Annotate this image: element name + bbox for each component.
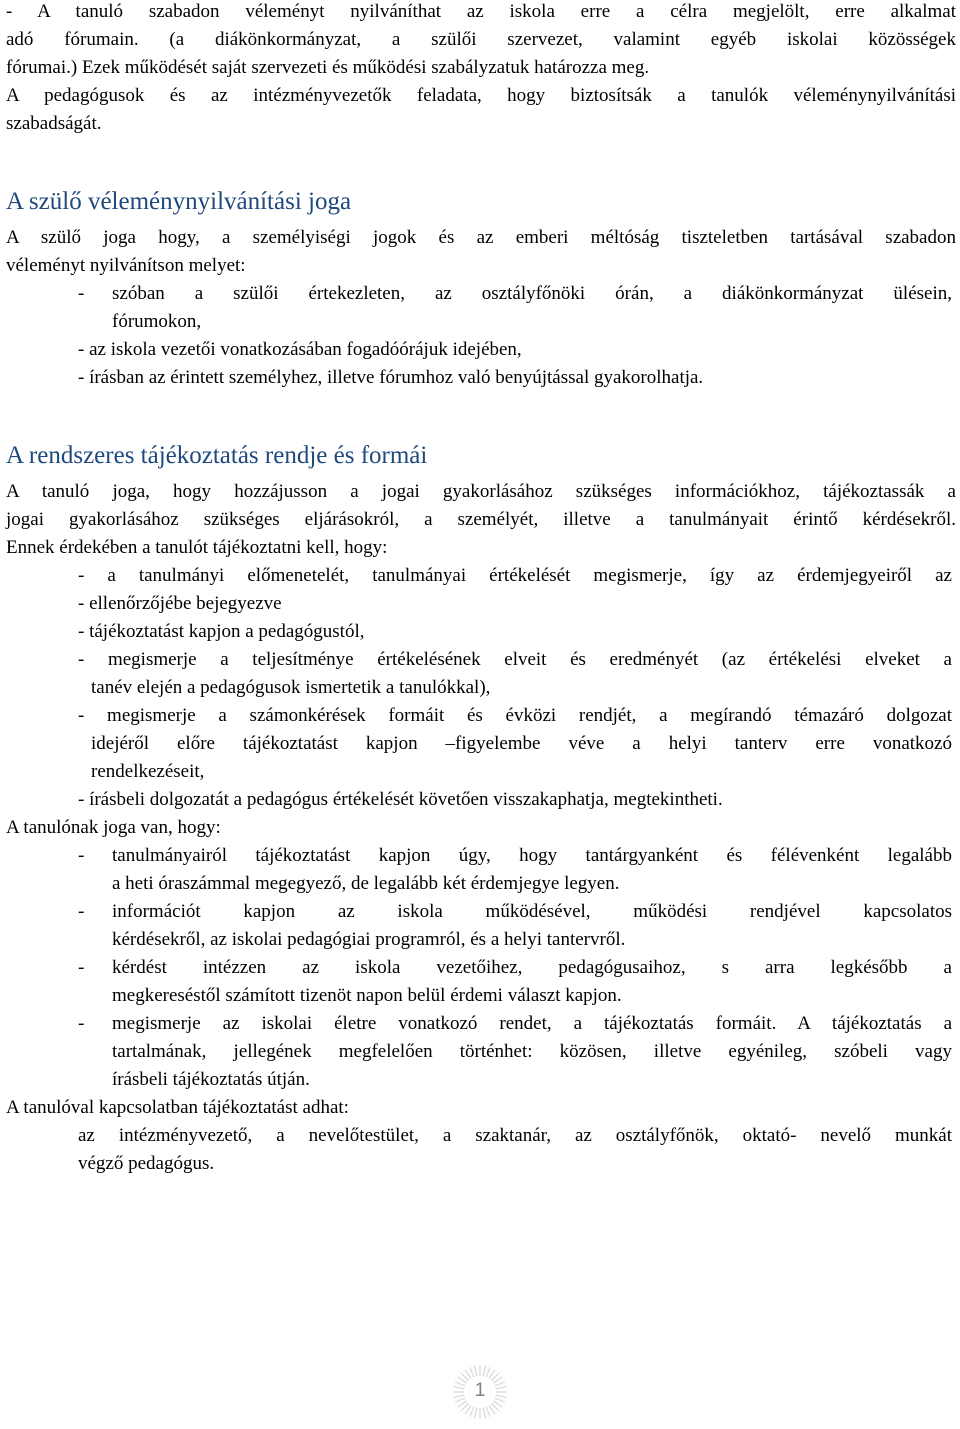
section-heading-parent-rights: A szülő véleménynyilvánítási joga (6, 188, 352, 215)
bullet-dash: - (78, 901, 85, 922)
paragraph-line: A tanulónak joga van, hogy: (6, 817, 221, 838)
paragraph-line: véleményt nyilvánítson melyet: (6, 255, 246, 276)
bullet-item-cont: a heti óraszámmal megegyező, de legalább két érdemjegye legyen. (112, 873, 620, 894)
list-item: - megismerje a teljesítménye értékelésének elveit és eredményét (az értékelési elveket a (78, 649, 952, 670)
intro-line: A pedagógusok és az intézményvezetők feladata, hogy biztosítsák a tanulók véleménynyilvánítási (6, 85, 956, 106)
bullet-dash: - (78, 957, 85, 978)
bullet-item-cont: kérdésekről, az iskolai pedagógiai programról, és a helyi tantervről. (112, 929, 626, 950)
bullet-dash: - (78, 283, 85, 304)
bullet-dash: - (78, 845, 85, 866)
paragraph-line: az intézményvezető, a nevelőtestület, a szaktanár, az osztályfőnök, oktató- nevelő munkát (78, 1125, 952, 1146)
bullet-item: kérdést intézzen az iskola vezetőihez, pedagógusaihoz, s arra legkésőbb a (112, 957, 952, 978)
paragraph-line: végző pedagógus. (78, 1153, 215, 1174)
intro-line: szabadságát. (6, 113, 102, 134)
page-number: 1 (474, 1380, 486, 1401)
paragraph-line: A tanuló joga, hogy hozzájusson a jogai gyakorlásához szükséges információkhoz, tájékoztassák a (6, 481, 956, 502)
paragraph-line: A tanulóval kapcsolatban tájékoztatást adhat: (6, 1097, 349, 1118)
paragraph-line: jogai gyakorlásához szükséges eljárásokról, a személyét, illetve a tanulmányait érintő kérdésekről. (6, 509, 956, 530)
section-heading-information: A rendszeres tájékoztatás rendje és formái (6, 442, 428, 469)
bullet-item: - írásban az érintett személyhez, illetve fórumhoz való benyújtással gyakorolhatja. (78, 367, 704, 388)
bullet-item-cont: fórumokon, (112, 311, 202, 332)
bullet-item: tanulmányairól tájékoztatást kapjon úgy, hogy tantárgyanként és félévenként legalább (112, 845, 952, 866)
list-item: - írásbeli dolgozatát a pedagógus értékelését követően visszakaphatja, megtekintheti. (78, 789, 723, 810)
list-item-cont: rendelkezéseit, (91, 761, 205, 782)
paragraph-line: Ennek érdekében a tanulót tájékoztatni kell, hogy: (6, 537, 388, 558)
list-item: - megismerje a számonkérések formáit és évközi rendjét, a megírandó témazáró dolgozat (78, 705, 952, 726)
list-item: - ellenőrzőjébe bejegyezve (78, 593, 282, 614)
intro-line: adó fórumain. (a diákönkormányzat, a szülői szervezet, valamint egyéb iskolai közösségek (6, 29, 956, 50)
bullet-item-cont: írásbeli tájékoztatás útján. (112, 1069, 310, 1090)
bullet-dash: - (78, 1013, 85, 1034)
list-item-cont: tanév elején a pedagógusok ismertetik a tanulókkal), (91, 677, 491, 698)
intro-line: fórumai.) Ezek működését saját szervezeti és működési szabályzatuk határozza meg. (6, 57, 650, 78)
list-item: - a tanulmányi előmenetelét, tanulmányai értékelését megismerje, így az érdemjegyeiről az (78, 565, 952, 586)
bullet-item: szóban a szülői értekezleten, az osztályfőnöki órán, a diákönkormányzat ülésein, (112, 283, 952, 304)
intro-line: - A tanuló szabadon véleményt nyilváníthat az iskola erre a célra megjelölt, erre alkalmat (6, 1, 956, 22)
bullet-item-cont: tartalmának, jellegének megfelelően történhet: közösen, illetve egyénileg, szóbeli vagy (112, 1041, 952, 1062)
list-item-cont: idejéről előre tájékoztatást kapjon –figyelembe véve a helyi tanterv erre vonatkozó (91, 733, 952, 754)
list-item: - tájékoztatást kapjon a pedagógustól, (78, 621, 365, 642)
bullet-item-cont: megkereséstől számított tizenöt napon belül érdemi választ kapjon. (112, 985, 622, 1006)
bullet-item: információt kapjon az iskola működésével, működési rendjével kapcsolatos (112, 901, 952, 922)
bullet-item: megismerje az iskolai életre vonatkozó rendet, a tájékoztatás formáit. A tájékoztatás a (112, 1013, 952, 1034)
page-footer (432, 1360, 528, 1424)
paragraph-line: A szülő joga hogy, a személyiségi jogok és az emberi méltóság tiszteletben tartásával szabadon (6, 227, 956, 248)
bullet-item: - az iskola vezetői vonatkozásában fogadóórájuk idejében, (78, 339, 522, 360)
